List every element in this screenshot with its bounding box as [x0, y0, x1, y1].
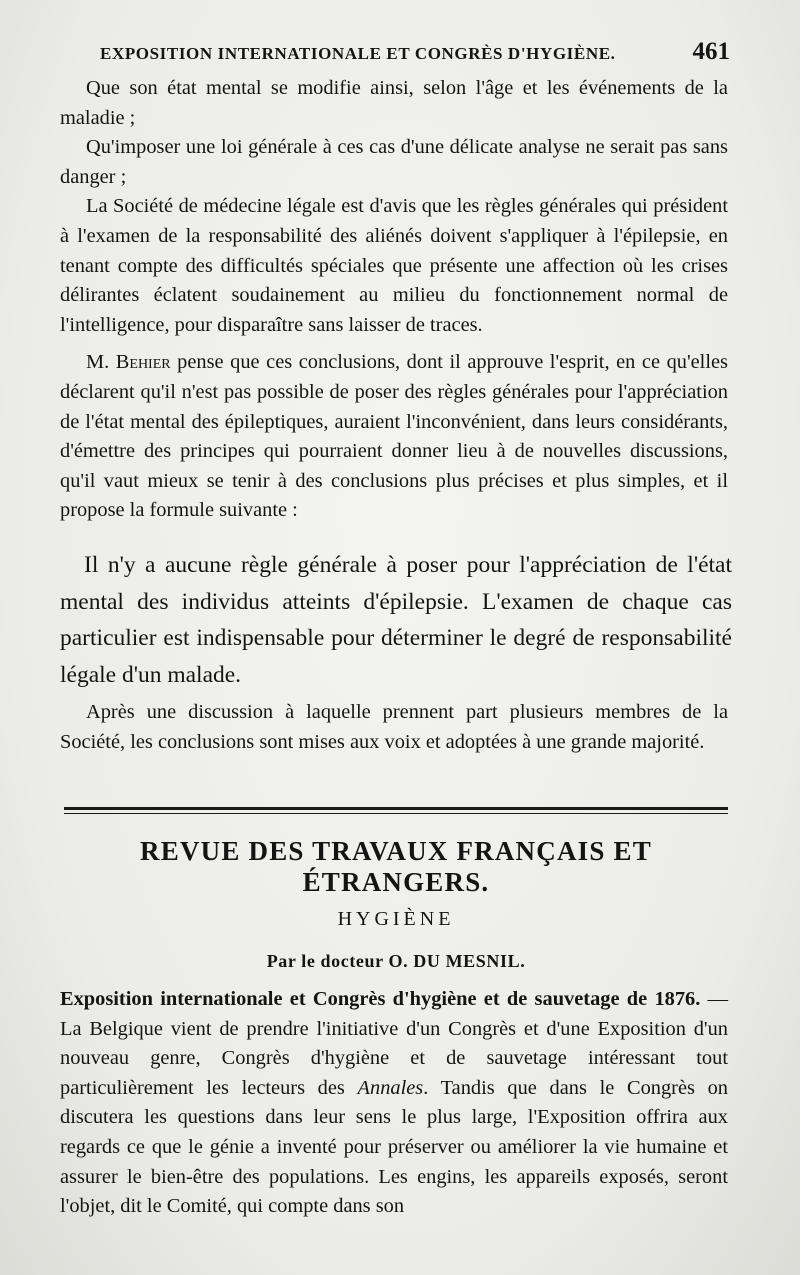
page-number: 461 [692, 38, 730, 65]
author-byline: Par le docteur O. DU MESNIL. [266, 951, 526, 971]
section-rule-thick [64, 807, 728, 810]
section-rule-thin [64, 813, 728, 814]
page-header [100, 38, 730, 72]
paragraph-conclusion: Après une discussion à laquelle prennent part plusieurs membres de la Société, les conclusions sont mises aux voix et adoptées à une grande majorité. [60, 701, 728, 753]
body-text [60, 74, 728, 526]
paragraph-1: Que son état mental se modifie ainsi, selon l'âge et les événements de la maladie ; [60, 77, 728, 129]
journal-name: Annales [357, 1076, 424, 1099]
article-text [60, 985, 728, 1222]
article-text-2: . Tandis que dans le Congrès on discutera les questions dans leur sens le plus large, l'Exposition offrira aux regards ce que le génie a inventé pour préserver ou améliorer la vie humaine et assurer le bien-être des populations. Les engins, les appareils exposés, seront l'objet, dit le Comité, qui compte dans son [60, 1076, 728, 1218]
section-title: REVUE DES TRAVAUX FRANÇAIS ET ÉTRANGERS. [140, 836, 652, 897]
paragraph-3: La Société de médecine légale est d'avis que les règles générales qui président à l'examen de la responsabilité des aliénés doivent s'appliquer à l'épilepsie, en tenant compte des difficultés spéciales que présente une affection où les crises délirantes éclatent soudainement au milieu du fonctionnement normal de l'intelligence, pour disparaître sans laisser de traces. [60, 195, 728, 336]
proposal-formula: Il n'y a aucune règle générale à poser pour l'appréciation de l'état mental des individus atteints d'épilepsie. L'examen de chaque cas particulier est indispensable pour déterminer le degré de responsabilité légale d'un malade. [60, 552, 732, 688]
section-subtitle: HYGIÈNE [337, 908, 455, 930]
article-text-1: — La Belgique vient de prendre l'initiative d'un Congrès et d'une Exposition d'un nouveau genre, Congrès d'hygiène et de sauvetage intéressant tout particulièrement les lecteurs des [60, 988, 728, 1099]
paragraph-4-text: pense que ces conclusions, dont il approuve l'esprit, en ce qu'elles déclarent qu'il n'est pas possible de poser des règles générales pour l'appréciation de l'état mental des épileptiques, auraient l'inconvénient, dans leurs considérants, d'émettre des principes qui pourraient donner lieu à de nouvelles discussions, qu'il vaut mieux se tenir à des conclusions plus précises et plus simples, et il propose la formule suivante : [60, 351, 728, 522]
speaker-name: M. Behier [86, 351, 171, 374]
article-title: Exposition internationale et Congrès d'hygiène et de sauvetage de 1876. [60, 988, 701, 1010]
running-title: EXPOSITION INTERNATIONALE ET CONGRÈS D'HYGIÈNE. [100, 44, 616, 63]
paragraph-4 [60, 348, 728, 526]
paragraph-2: Qu'imposer une loi générale à ces cas d'une délicate analyse ne serait pas sans danger ; [60, 136, 728, 188]
